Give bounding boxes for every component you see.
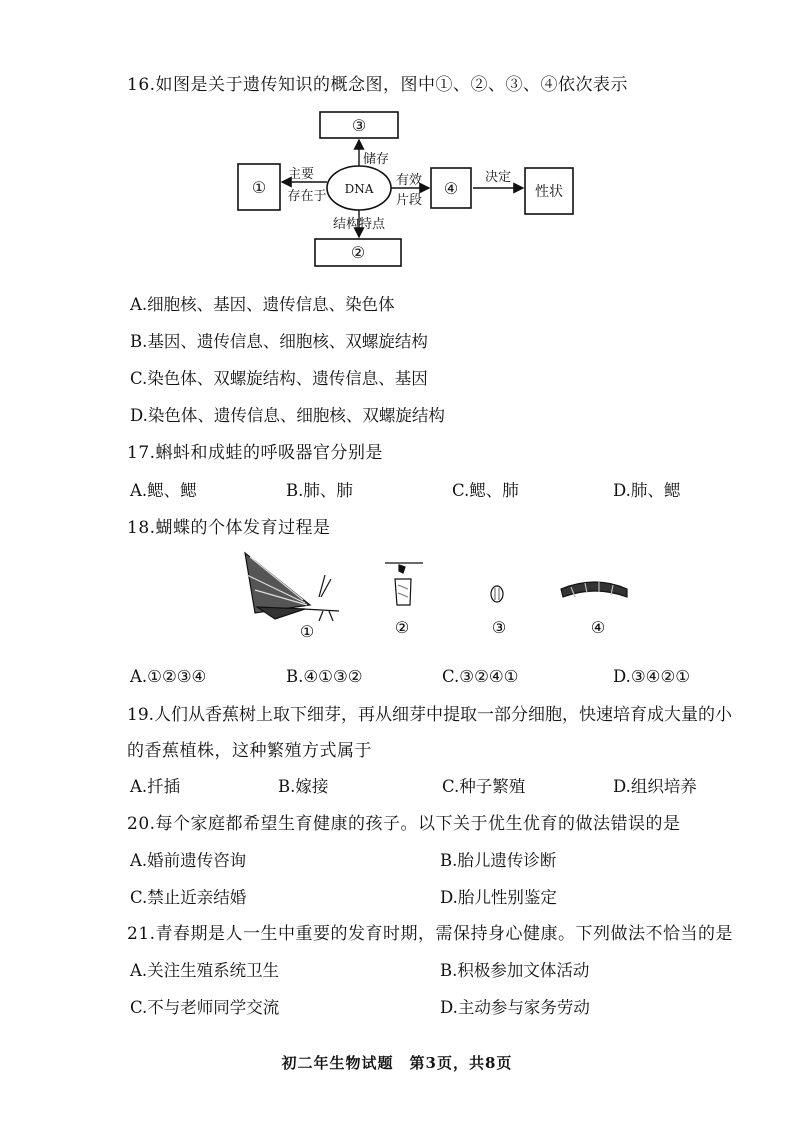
q19-option-d: D.组织培养 [613, 777, 697, 796]
q18-option-a: A.①②③④ [130, 667, 207, 686]
stage-2-label: ② [394, 618, 410, 637]
q21-option-a: A.关注生殖系统卫生 [130, 961, 280, 980]
concept-diagram-svg [225, 108, 585, 268]
adult-butterfly-image [245, 553, 339, 621]
label-store: 储存 [363, 152, 390, 167]
q21-option-b: B.积极参加文体活动 [440, 961, 590, 980]
q19-stem-line1: 19.人们从香蕉树上取下细芽，再从细芽中提取一部分细胞，快速培育成大量的小 [127, 705, 733, 725]
q16-option-b: B.基因、遗传信息、细胞核、双螺旋结构 [130, 332, 428, 351]
q18-option-b: B.④①③② [286, 667, 363, 686]
box-3-label: ③ [351, 116, 367, 135]
q17-option-c: C.鳃、肺 [452, 481, 519, 500]
stage-1-label: ① [299, 622, 315, 641]
q20-option-b: B.胎儿遗传诊断 [440, 851, 557, 870]
q19-stem-line2: 的香蕉植株，这种繁殖方式属于 [127, 741, 372, 761]
label-segment: 片段 [395, 193, 423, 208]
butterfly-stages-svg [235, 545, 645, 645]
dna-label: DNA [344, 182, 374, 196]
label-effective: 有效 [395, 173, 423, 188]
caterpillar-image [561, 582, 627, 597]
q18-option-d: D.③④②① [613, 667, 691, 686]
egg-image [491, 586, 503, 602]
q19-option-b: B.嫁接 [278, 777, 329, 796]
q16-option-d: D.染色体、遗传信息、细胞核、双螺旋结构 [130, 406, 445, 425]
q21-option-c: C.不与老师同学交流 [130, 998, 280, 1017]
q17-option-b: B.肺、肺 [286, 481, 353, 500]
stage-3-label: ③ [491, 618, 507, 637]
q20-option-a: A.婚前遗传咨询 [130, 851, 247, 870]
q18-option-c: C.③②④① [442, 667, 519, 686]
label-mainly: 主要 [287, 167, 315, 182]
q20-option-c: C.禁止近亲结婚 [130, 888, 247, 907]
butterfly-stages [235, 545, 645, 645]
q16-option-a: A.细胞核、基因、遗传信息、染色体 [130, 295, 395, 314]
label-decide: 决定 [484, 170, 512, 185]
q16-option-c: C.染色体、双螺旋结构、遗传信息、基因 [130, 369, 428, 388]
label-structure: 结构特点 [332, 217, 386, 232]
box-2-label: ② [350, 243, 366, 262]
page-footer: 初二年生物试题 第3页，共8页 [281, 1054, 513, 1072]
q17-option-d: D.肺、鳃 [613, 481, 681, 500]
q21-stem: 21.青春期是人一生中重要的发育时期，需保持身心健康。下列做法不恰当的是 [127, 924, 734, 944]
q16-stem: 16.如图是关于遗传知识的概念图，图中①、②、③、④依次表示 [127, 75, 629, 95]
box-1-label: ① [251, 178, 267, 197]
concept-diagram [225, 108, 585, 268]
q18-stem: 18.蝴蝶的个体发育过程是 [127, 518, 331, 538]
box-4-label: ④ [443, 179, 459, 198]
stage-4-label: ④ [590, 618, 606, 637]
q17-stem: 17.蝌蚪和成蛙的呼吸器官分别是 [127, 443, 384, 463]
pupa-image [385, 563, 423, 605]
q20-option-d: D.胎儿性别鉴定 [440, 888, 557, 907]
q19-option-c: C.种子繁殖 [442, 777, 526, 796]
q20-stem: 20.每个家庭都希望生育健康的孩子。以下关于优生优育的做法错误的是 [127, 814, 681, 834]
q21-option-d: D.主动参与家务劳动 [440, 998, 590, 1017]
q19-option-a: A.扦插 [130, 777, 181, 796]
q17-option-a: A.鳃、鳃 [130, 481, 197, 500]
trait-label: 性状 [535, 184, 563, 200]
label-exists-in: 存在于 [287, 189, 327, 204]
